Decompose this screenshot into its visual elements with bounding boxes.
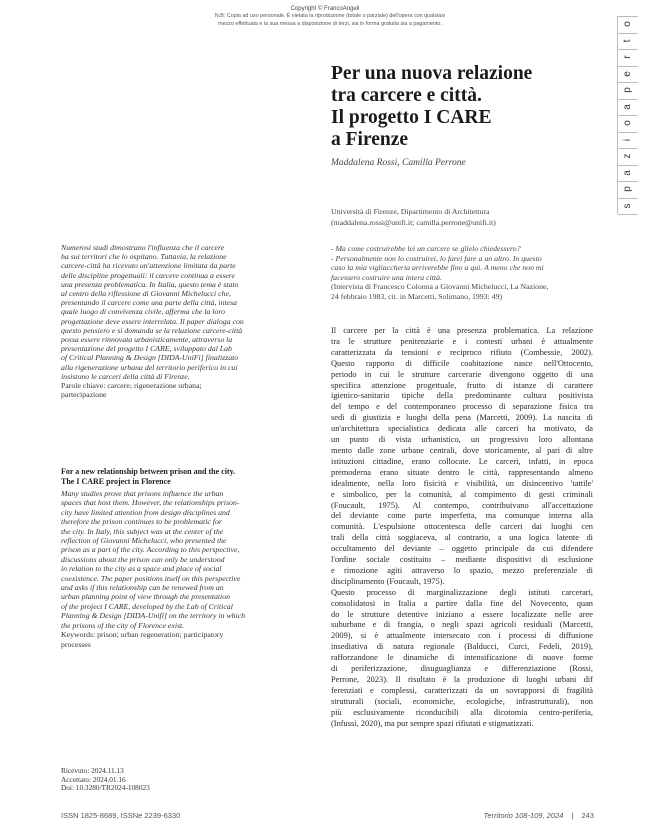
section-tab-letter: o — [622, 120, 633, 127]
abstract-line: the city. In Italy, this subject was at the center of the — [61, 526, 224, 536]
body-line: e rimozione agiti attraverso lo spazio, mezzo preferenziale di — [331, 565, 593, 575]
abstract-line: Numerosi studi dimostrano l'influenza che il carcere — [61, 243, 225, 252]
body-line: Questo processo di marginalizzazione degli istituti carcerari, — [331, 587, 593, 597]
title-line: Il progetto I CARE — [331, 107, 492, 128]
abstract-line: urban planning point of view through the presentation — [61, 592, 230, 602]
abstract-line: in relation to the city as a space and place of social — [61, 564, 222, 574]
body-text — [331, 326, 593, 730]
body-line: do le strutture detentive iniziano a essere localizzate nelle aree — [331, 609, 593, 619]
section-tab-letter: i — [622, 138, 633, 141]
section-tab-letter: o — [622, 21, 633, 28]
body-line: specifica attenzione progettuale, frutto di istanze di carattere — [331, 380, 593, 390]
abstract-line: possa essere rinnovata urbanisticamente, attraverso la — [61, 335, 233, 345]
usage-notice-line: mezzo effettuata e la sua messa a disposizione di terzi, sia in forma gratuita sia a pagamento. — [218, 20, 442, 27]
epigraph-source-line: (Intervista di Francesco Colonna a Giovanni Michelucci, La Nazione, — [331, 282, 549, 292]
abstract-line: and asks if this relationship can be renewed from an — [61, 583, 224, 593]
body-line: Perrone, 2023). Il risultato è la produzione di luoghi urbani dif — [331, 675, 593, 684]
body-line: rafforzandone le dinamiche di intensificazione di nuove forme — [331, 653, 593, 663]
epigraph-source-line: 24 febbraio 1983, cit. in Marcetti, Solimano, 1993: 49) — [331, 291, 503, 301]
abstract-line: therefore the prison continues to be problematic for — [61, 517, 222, 527]
epigraph-line: - Ma come costruirebbe lei un carcere se glielo chiedessero? — [331, 244, 521, 253]
section-tab-letter: a — [622, 103, 633, 110]
footer-separator: | — [571, 811, 574, 820]
body-line: del tempo e del contemporaneo processo di separazione fisica tra — [331, 402, 593, 412]
abstract-line: city have limited attention from design disciplines and — [61, 507, 230, 517]
abstract-line: discussions about the prison can only be understood — [61, 554, 225, 564]
abstract-line: prison as a part of the city. According to this perspective, — [61, 545, 240, 555]
body-line: mento dalle zone urbane centrali, dove storicamente, al pari di altre — [331, 445, 593, 455]
body-line: comunità. L'espulsione ottocentesca delle carceri dai luoghi cen — [331, 522, 593, 532]
abstract-line: delle discipline progettuali: il carcere continua a essere — [61, 270, 236, 280]
body-line: Il carcere per la città è una presenza problematica. La relazione — [331, 326, 593, 335]
section-tab-letter: t — [622, 39, 633, 43]
body-line: insediativa di natura regionale (Balducci, Curci, Fedeli, 2019), — [331, 642, 593, 652]
body-line: di periferizzazione, disuguaglianza e differenziazione (Rossi, — [331, 664, 593, 674]
abstract-line: alla rigenerazione urbana del territorio periferico in cui — [61, 362, 238, 372]
usage-notice-line: N.B: Copia ad uso personale. È vietata la riproduzione (totale o parziale) dell'opera con qualsiasi — [214, 13, 446, 19]
abstract-line: progettazione deve essere interrelata. Il paper dialoga con — [61, 316, 244, 326]
body-line: igienico-sanitario tipiche della predominante cultura positivista — [331, 391, 593, 401]
abstract-line: the prisons of the city of Florence exist. — [61, 620, 185, 630]
abstract-line: insistono le carceri della città di Firenze. — [61, 371, 190, 381]
page-number: 243 — [581, 811, 594, 820]
english-heading-line: For a new relationship between prison and the city. — [61, 467, 236, 476]
body-line: più esclusivamente riconducibili alla dicotomia centro-periferia, — [331, 707, 593, 717]
abstract-line: ha sui territori che lo ospitano. Tuttavia, la relazione — [61, 252, 227, 262]
body-line: occultamento del deviante – oggetto principale da cui difendere — [331, 544, 593, 554]
keywords-line: Parole chiave: carcere; rigenerazione urbana; — [61, 381, 202, 391]
abstract-line: al centro della riflessione di Giovanni Michelucci che, — [61, 289, 231, 299]
body-line: idealmente, nella loro fisicità e visibilità, un disincentivo 'tattile' — [331, 478, 593, 488]
body-line: 2009), si è attualmente intersecato con i processi di diffusione — [331, 631, 593, 641]
section-tab-letter: e — [622, 70, 633, 77]
epigraph-line: facessero costruire una intera città. — [331, 272, 442, 282]
body-line: ferenziati e complessi, caratterizzati da un sovrapporsi di fragilità — [331, 685, 593, 695]
title-line: tra carcere e città. — [331, 85, 482, 106]
body-line: periodo in cui le strutture carcerarie divengono oggetto di una — [331, 369, 593, 379]
body-line: (Foucault, 1975). Al contempo, contribuivano all'accettazione — [331, 500, 593, 510]
article-dates — [61, 767, 261, 793]
keywords-line: processes — [61, 639, 91, 649]
abstract-line: una presenza problematica. In Italia, questo tema è stato — [61, 279, 239, 289]
body-line: (Infussi, 2020), ma pur sempre spazi rifiutati e stigmatizzati. — [331, 718, 534, 728]
body-line: suburbane e di frangia, o negli spazi agricoli residuali (Marcetti, — [331, 620, 593, 630]
section-tab-letter: a — [622, 169, 633, 176]
english-heading — [61, 467, 311, 487]
english-heading-line: The I CARE project in Florence — [61, 477, 171, 486]
keywords-line: Keywords: prison; urban regeneration; participatory — [61, 630, 224, 640]
body-line: premoderna erano situate dentro le città, rappresentando almeno — [331, 467, 593, 477]
section-tab-letter: z — [622, 153, 633, 159]
accepted-date: Accettato: 2024.01.16 — [61, 774, 126, 784]
body-line: disciplinamento (Foucault, 1975). — [331, 576, 445, 586]
abstract-line: Many studies prove that prisons influence the urban — [61, 489, 224, 498]
footer-issn: ISSN 1825-8689, ISSNe 2239-6330 — [61, 811, 181, 820]
body-line: consolidatosi in Italia a partire dalla fine del Novecento, quan — [331, 598, 593, 608]
body-line: e simbolico, per la comunità, al compimento di gesti criminali — [331, 489, 593, 499]
section-tab-letter: p — [622, 87, 633, 94]
body-line: sedi di giustizia e luoghi della pena (Marcetti, 2009). La nascita di — [331, 413, 593, 423]
body-line: caratterizzata da tensioni e reciproco rifiuto (Combessie, 2002). — [331, 347, 593, 357]
abstract-english — [61, 489, 311, 649]
abstract-line: of Critical Planning & Design [DIDA-UniFi] finalizzato — [61, 353, 239, 363]
abstract-italian — [61, 243, 309, 399]
abstract-line: questo pensiero e si domanda se la relazione carcere-città — [61, 325, 243, 335]
body-line: un'architettura specialistica dedicata alle carceri ha motivato, da — [331, 424, 593, 434]
section-tab-letter: p — [622, 186, 633, 193]
epigraph-line: caso la mia vigliaccheria arriverebbe fino a qui. A meno che non mi — [331, 263, 544, 273]
affiliation-line: (maddalena.rossi@unifi.it; camilla.perrone@unifi.it) — [331, 217, 496, 227]
title-line: a Firenze — [331, 129, 409, 150]
affiliation — [331, 207, 611, 228]
body-line: l'ordine sociale costituito – mediante dispositivi di esclusione — [331, 555, 593, 565]
article-title — [331, 63, 591, 151]
body-line: istituzioni cittadine, erano collocate. Le carceri, infatti, in epoca — [331, 456, 593, 466]
abstract-line: of the project I CARE, developed by the Lab of Critical — [61, 601, 233, 611]
affiliation-line: Università di Firenze, Dipartimento di Architettura — [331, 207, 490, 216]
journal-name: Territorio — [483, 811, 513, 820]
copyright-notice: Copyright © FrancoAngeli — [290, 6, 360, 12]
body-line: un punto di vista urbanistico, un progressivo loro allontana — [331, 435, 593, 445]
section-tab-divider — [618, 214, 638, 215]
body-line: tra le strutture penitenziarie e i contesti urbani è attualmente — [331, 336, 593, 346]
journal-issue: 108-109, 2024 — [514, 811, 564, 820]
body-line: del deviante come parte imperfetta, ma comunque interna alla — [331, 511, 593, 521]
section-tab-letter: r — [622, 55, 633, 59]
abstract-line: quale luogo di convivenza civile, afferma che la loro — [61, 307, 226, 317]
abstract-line: carcere-città ha ricevuto un'attenzione limitata da parte — [61, 261, 236, 271]
abstract-line: spaces that host them. However, the relationships prison- — [61, 498, 240, 508]
footer-journal — [470, 811, 594, 820]
abstract-line: Planning & Design [DIDA-Unifi] on the territory in which — [61, 611, 246, 621]
abstract-line: coexistence. The paper positions itself on this perspective — [61, 573, 241, 583]
epigraph-line: - Personalmente non lo costruirei, lo farei fare a un altro. In questo — [331, 253, 542, 263]
title-line: Per una nuova relazione — [331, 63, 533, 84]
abstract-line: reflection of Giovanni Michelucci, who presented the — [61, 536, 227, 546]
body-line: trali della città soggiaceva, al contrario, a una logica latente di — [331, 533, 593, 543]
section-tab — [617, 16, 638, 214]
abstract-line: presentando il carcere come una parte della città, intesa — [61, 298, 238, 308]
epigraph — [331, 244, 616, 302]
section-tab-letter: s — [622, 203, 633, 209]
body-line: Questo rapporto di difficile coabitazione nasce nell'Ottocento, — [331, 358, 593, 368]
doi: Doi: 10.3280/TR2024-108023 — [61, 783, 150, 793]
keywords-line: partecipazione — [61, 390, 107, 400]
body-line: strutturali (sociali, economiche, ecologiche, infrastrutturali), non — [331, 696, 593, 706]
abstract-line: presentazione del progetto I CARE, sviluppato dal Lab — [61, 344, 232, 354]
usage-notice — [150, 13, 510, 28]
received-date: Ricevuto: 2024.11.13 — [61, 766, 124, 775]
authors: Maddalena Rossi, Camilla Perrone — [331, 158, 466, 168]
